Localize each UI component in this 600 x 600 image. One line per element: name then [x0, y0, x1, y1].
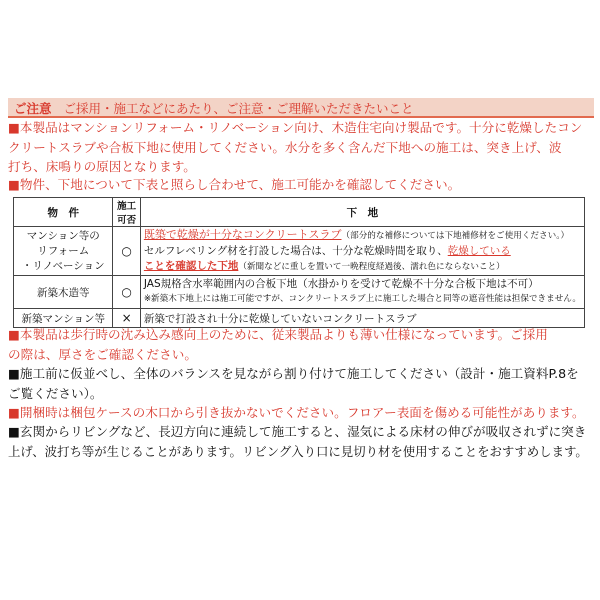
substrate-emphasis: ことを確認した下地 [143, 260, 239, 272]
note-line: ご覧ください）。 [8, 385, 103, 401]
substrate-cell [140, 276, 584, 309]
substrate-note: （部分的な補修については下地補修材をご使用ください。） [341, 231, 570, 241]
note-line: 上げ、波打ち等が生じることがあります。リビング入り口に見切り材を使用することをおすすめします。 [8, 443, 588, 459]
substrate-line [144, 259, 581, 275]
feasibility-cell: × [113, 309, 140, 328]
note-line: ■本製品は歩行時の沈み込み感向上のために、従来製品よりも薄い仕様になっています。ご採用 [8, 327, 548, 342]
note-thickness [8, 325, 594, 364]
substrate-cell [140, 227, 584, 276]
property-line: ・リノベーション [21, 259, 105, 272]
substrate-line [144, 244, 581, 259]
table-header-row [14, 198, 585, 227]
header-property: 物 件 [14, 198, 113, 227]
note-line: ■本製品はマンションリフォーム・リノベーション向け、木造住宅向け製品です。十分に乾燥したコン [8, 120, 583, 135]
property-cell: 新築木造等 [14, 276, 113, 309]
substrate-emphasis: 乾燥している [447, 245, 511, 257]
feasibility-cell: ○ [113, 276, 140, 309]
note-line: クリートスラブや合板下地に使用してください。水分を多く含んだ下地への施工は、突き上げ、波 [8, 139, 562, 155]
property-cell [14, 227, 113, 276]
substrate-cell: 新築で打設され十分に乾燥していないコンクリートスラブ [140, 309, 584, 328]
substrate-table [13, 197, 585, 328]
substrate-line [144, 227, 581, 244]
note-expansion [8, 422, 594, 461]
substrate-line: JAS規格含水率範囲内の合板下地（水掛かりを受けて乾燥不十分な合板下地は不可） [143, 278, 539, 290]
note-unpacking [8, 403, 594, 423]
substrate-note: ※新築木下地上には施工可能ですが、コンクリートスラブ上に施工した場合と同等の遮音性能は担保できません。 [143, 294, 581, 304]
substrate-text: セルフレベリング材を打設した場合は、十分な乾燥時間を取り、 [143, 245, 448, 257]
notice-header-lead: ご注意 [14, 101, 52, 116]
note-line: の際は、厚さをご確認ください。 [8, 346, 197, 362]
note-product-usage [8, 118, 594, 177]
note-layout [8, 364, 594, 403]
note-line: ■玄関からリビングなど、長辺方向に連続して施工すると、湿気による床材の伸びが吸収されずに突き [8, 424, 587, 439]
notice-header-text: ご採用・施工などにあたり、ご注意・ご理解いただきたいこと [63, 101, 414, 116]
table-row [14, 227, 585, 276]
substrate-note: （新聞などに重しを置いて一晩程度経過後、濡れ色にならないこと） [238, 262, 505, 272]
property-line: リフォーム [37, 244, 90, 257]
property-cell: 新築マンション等 [14, 309, 113, 328]
feasibility-cell: ○ [113, 227, 140, 276]
header-feasibility: 施工可否 [113, 198, 140, 227]
substrate-emphasis: 既築で乾燥が十分なコンクリートスラブ [143, 228, 342, 241]
note-line: ■施工前に仮並べし、全体のバランスを見ながら割り付けて施工してください（設計・施工資料P.8を [8, 366, 579, 381]
note-line: ■物件、下地について下表と照らし合わせて、施工可能かを確認してください。 [8, 177, 461, 192]
notice-header [14, 99, 414, 117]
note-line: ■開梱時は梱包ケースの木口から引き抜かないでください。フロアー表面を傷める可能性があります。 [8, 405, 585, 420]
property-line: マンション等の [26, 229, 100, 242]
note-line: 打ち、床鳴りの原因となります。 [8, 159, 196, 175]
table-row [14, 276, 585, 309]
header-substrate: 下 地 [140, 198, 584, 227]
note-check-table [8, 175, 594, 195]
